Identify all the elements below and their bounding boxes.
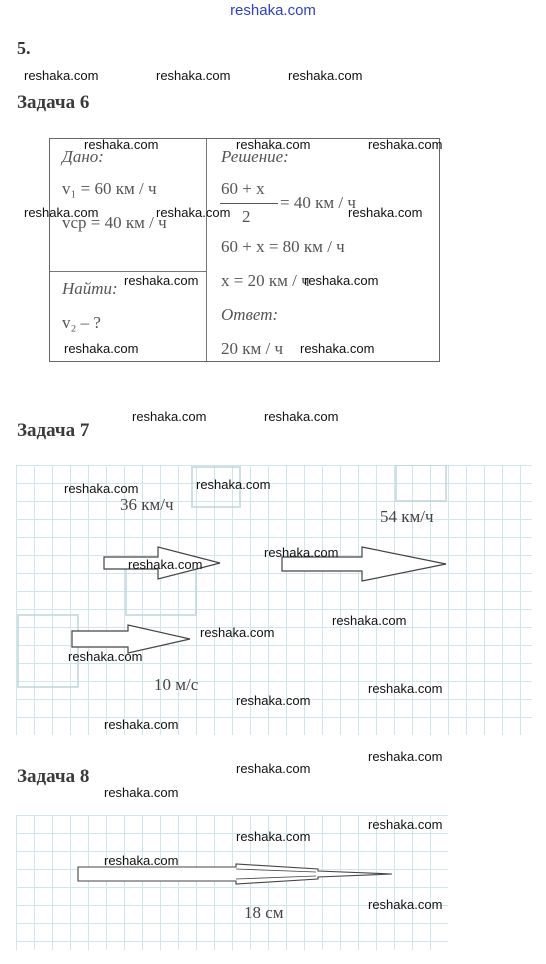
watermark: reshaka.com <box>24 205 99 220</box>
task7-title: Задача 7 <box>17 420 90 441</box>
watermark: reshaka.com <box>236 137 311 152</box>
arrow-label: 54 км/ч <box>380 507 434 526</box>
watermark: reshaka.com <box>104 785 179 800</box>
watermark: reshaka.com <box>368 897 443 912</box>
watermark: reshaka.com <box>264 409 339 424</box>
section-number: 5. <box>17 38 31 58</box>
arrow-label: 36 км/ч <box>120 495 174 514</box>
given-v1: v₁ = 60 км / ч <box>62 179 157 198</box>
arrow-label: 18 см <box>244 903 284 922</box>
watermark: reshaka.com <box>368 817 443 832</box>
eq1-denominator: 2 <box>242 207 251 226</box>
task8-title: Задача 8 <box>17 766 90 787</box>
watermark: reshaka.com <box>156 205 231 220</box>
task6-table <box>49 137 443 362</box>
watermark: reshaka.com <box>368 749 443 764</box>
watermark: reshaka.com <box>288 68 363 83</box>
eq2: 60 + x = 80 км / ч <box>221 237 345 256</box>
watermark: reshaka.com <box>68 649 143 664</box>
solution-header: Решение: <box>221 147 289 166</box>
watermark: reshaka.com <box>196 477 271 492</box>
watermark: reshaka.com <box>84 137 159 152</box>
task6-title: Задача 6 <box>17 92 90 113</box>
watermark: reshaka.com <box>24 68 99 83</box>
find-header: Найти: <box>62 279 118 298</box>
watermark: reshaka.com <box>124 273 199 288</box>
watermark: reshaka.com <box>64 341 139 356</box>
task8-arrow <box>16 815 448 950</box>
given-vavg: vср = 40 км / ч <box>62 213 167 232</box>
watermark: reshaka.com <box>200 625 275 640</box>
watermark: reshaka.com <box>264 545 339 560</box>
watermark: reshaka.com <box>332 613 407 628</box>
watermark: reshaka.com <box>104 853 179 868</box>
watermark: reshaka.com <box>236 693 311 708</box>
watermark: reshaka.com <box>304 273 379 288</box>
watermark: reshaka.com <box>132 409 207 424</box>
watermark: reshaka.com <box>236 761 311 776</box>
fraction-bar <box>220 203 278 204</box>
site-link[interactable]: reshaka.com <box>230 2 316 19</box>
watermark: reshaka.com <box>156 68 231 83</box>
task8-grid <box>16 815 448 950</box>
watermark: reshaka.com <box>104 717 179 732</box>
answer-header: Ответ: <box>221 305 279 324</box>
watermark: reshaka.com <box>128 557 203 572</box>
eq1-result: = 40 км / ч <box>280 193 356 212</box>
watermark: reshaka.com <box>348 205 423 220</box>
table-divider <box>50 271 206 272</box>
watermark: reshaka.com <box>368 681 443 696</box>
watermark: reshaka.com <box>368 137 443 152</box>
given-header: Дано: <box>62 147 104 166</box>
watermark: reshaka.com <box>64 481 139 496</box>
watermark: reshaka.com <box>300 341 375 356</box>
watermark: reshaka.com <box>236 829 311 844</box>
eq1-numerator: 60 + x <box>221 179 265 198</box>
table-divider <box>206 139 207 361</box>
answer-value: 20 км / ч <box>221 339 284 358</box>
find-v2: v₂ – ? <box>62 313 101 332</box>
eq3: x = 20 км / ч <box>221 271 310 290</box>
arrow-label: 10 м/с <box>154 675 199 694</box>
